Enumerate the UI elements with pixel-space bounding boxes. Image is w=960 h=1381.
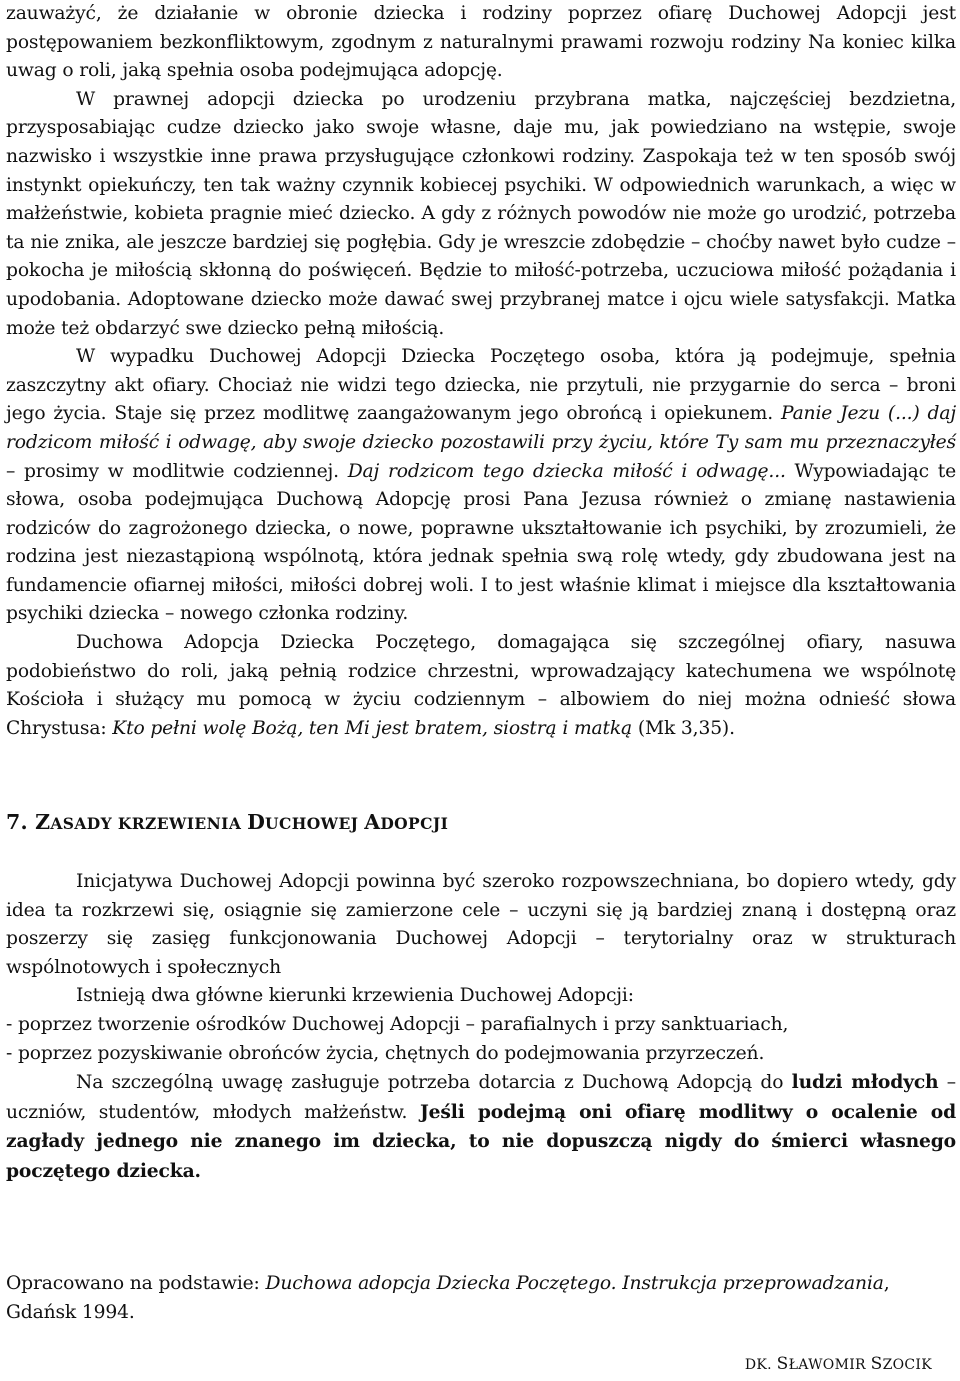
text-span: Opracowano na podstawie:	[6, 1273, 266, 1294]
heading-number: 7.	[6, 810, 36, 834]
list-item: - poprzez tworzenie ośrodków Duchowej Adopcji – parafialnych i przy sanktuariach,	[6, 1013, 789, 1035]
author-prefix: DK.	[744, 1357, 777, 1373]
paragraph-legal-adoption: W prawnej adopcji dziecka po urodzeniu przybrana matka, najczęściej bezdzietna, przysposabiając cudze dziecko jako swoje własne, daje mu, jak powiedziano na wstępie, swoje nazwisko i wszystkie inne prawa przysługujące członkowi rodziny. Zaspokaja też w ten sposób swój instynkt opiekuńczy, ten tak ważny czynnik kobiecej psychiki. W odpowiednich warunkach, a więc w małżeństwie, kobieta pragnie mieć dziecko. A gdy z różnych powodów nie może go urodzić, potrzeba ta nie znika, ale jeszcze bardziej się pogłębia. Gdy je wreszcie zdobędzie – choćby nawet było cudze – pokocha je miłością skłonną do poświęceń. Będzie to miłość-potrzeba, uczuciowa miłość pożądania i upodobania. Adoptowane dziecko może dawać swej przybranej matce i ojcu wiele satysfakcji. Matka może też obdarzyć swe dziecko pełną miłością.	[6, 88, 956, 339]
prayer-quote-short: Daj rodzicom tego dziecka miłość i odwagę...	[347, 460, 786, 482]
paragraph-initiative: Inicjatywa Duchowej Adopcji powinna być szeroko rozpowszechniana, bo dopiero wtedy, gdy idea ta rozkrzewi się, osiągnie się zamierzone cele – uczyni się ją bardziej znaną i dostępną oraz poszerzy się zasięg funkcjonowania Duchowej Adopcji – terytorialny oraz w strukturach wspólnotowych i społecznych	[6, 871, 956, 978]
heading-rest: UCHOWEJ	[265, 814, 365, 833]
text-span: – prosimy w modlitwie codziennej.	[6, 460, 348, 482]
paragraph-spiritual-adoption	[6, 343, 956, 629]
list-item: - poprzez pozyskiwanie obrońców życia, chętnych do podejmowania przyrzeczeń.	[6, 1042, 765, 1064]
document-body	[6, 0, 956, 743]
text-span: Duchowa Adopcja Dziecka Poczętego, domagająca się szczególnej ofiary, nasuwa podobieństwo do roli, jaką pełnią rodzice chrzestni, wprowadzający katechumena we wspólnotę Kościoła i służący mu pomocą w życiu codziennym – albowiem do niej można odnieść słowa Chrystusa:	[6, 632, 956, 739]
section-body	[6, 868, 956, 1187]
heading-cap: Z	[35, 810, 51, 834]
paragraph-godparents	[6, 629, 956, 743]
author-cap: S	[870, 1354, 883, 1374]
source-note	[6, 1270, 956, 1327]
text-span: W wypadku Duchowej Adopcji Dziecka Poczętego osoba, która ją podejmuje, spełnia zaszczytny akt ofiary. Chociaż nie widzi tego dziecka, nie przytuli, nie przygarnie do serca – broni jego życia. Staje się przez modlitwę zaangażowanym jego obrońcą i opiekunem.	[6, 346, 956, 425]
text-span: (Mk 3,35).	[632, 717, 735, 739]
text-span: Wypowiadając te słowa, osoba podejmująca Duchową Adopcję prosi Pana Jezusa również o zmianę nastawienia rodziców do zagrożonego dziecka, o nowe, poprawne ukształtowanie ich psychiki, by zrozumieli, że rodzina jest niezastąpioną wspólnotą, która jednak spełnia swą rolę wtedy, gdy zbudowana jest na fundamencie ofiarnej miłości, miłości dobrej woli. I to jest właśnie klimat i miejsce dla kształtowania psychiki dziecka – nowego członka rodziny.	[6, 460, 956, 625]
paragraph-young-people	[6, 1068, 956, 1186]
section-heading	[6, 810, 448, 834]
text-span: Na szczególną uwagę zasługuje potrzeba dotarcia z Duchową Adopcją do	[76, 1072, 792, 1094]
paragraph-directions: Istnieją dwa główne kierunki krzewienia Duchowej Adopcji:	[76, 985, 634, 1007]
scripture-quote: Kto pełni wolę Bożą, ten Mi jest bratem, siostrą i matką	[112, 717, 633, 739]
heading-rest: ASADY KRZEWIENIA	[50, 814, 248, 833]
text-span: – uczniów, studentów, młodych małżeństw.	[6, 1072, 956, 1123]
author-signature	[745, 1354, 932, 1374]
heading-rest: DOPCJI	[380, 814, 449, 833]
text-span: , Gdańsk 1994.	[6, 1273, 890, 1323]
bold-sentence: Jeśli podejmą oni ofiarę modlitwy o ocalenie od zagłady jednego nie znanego im dziecka, to nie dopuszczą nigdy do śmierci własnego poczętego dziecka.	[6, 1100, 957, 1182]
source-title: Duchowa adopcja Dziecka Poczętego. Instrukcja przeprowadzania	[265, 1273, 884, 1294]
paragraph-intro: zauważyć, że działanie w obronie dziecka i rodziny poprzez ofiarę Duchowej Adopcji jest postępowaniem bezkonfliktowym, zgodnym z naturalnymi prawami rozwoju rodziny Na koniec kilka uwag o roli, jaką spełnia osoba podejmująca adopcję.	[6, 3, 956, 82]
author-rest: ŁAWOMIR	[788, 1357, 871, 1373]
heading-cap: A	[364, 810, 381, 834]
author-rest: ZOCIK	[882, 1357, 932, 1373]
prayer-quote: Panie Jezu (...) daj rodzicom miłość i odwagę, aby swoje dziecko pozostawili przy życiu, które Ty sam mu przeznaczyłeś	[6, 403, 956, 453]
heading-cap: D	[247, 810, 266, 834]
bold-phrase: ludzi młodych	[791, 1071, 939, 1094]
author-cap: S	[776, 1354, 789, 1374]
source-citation	[6, 1270, 956, 1327]
